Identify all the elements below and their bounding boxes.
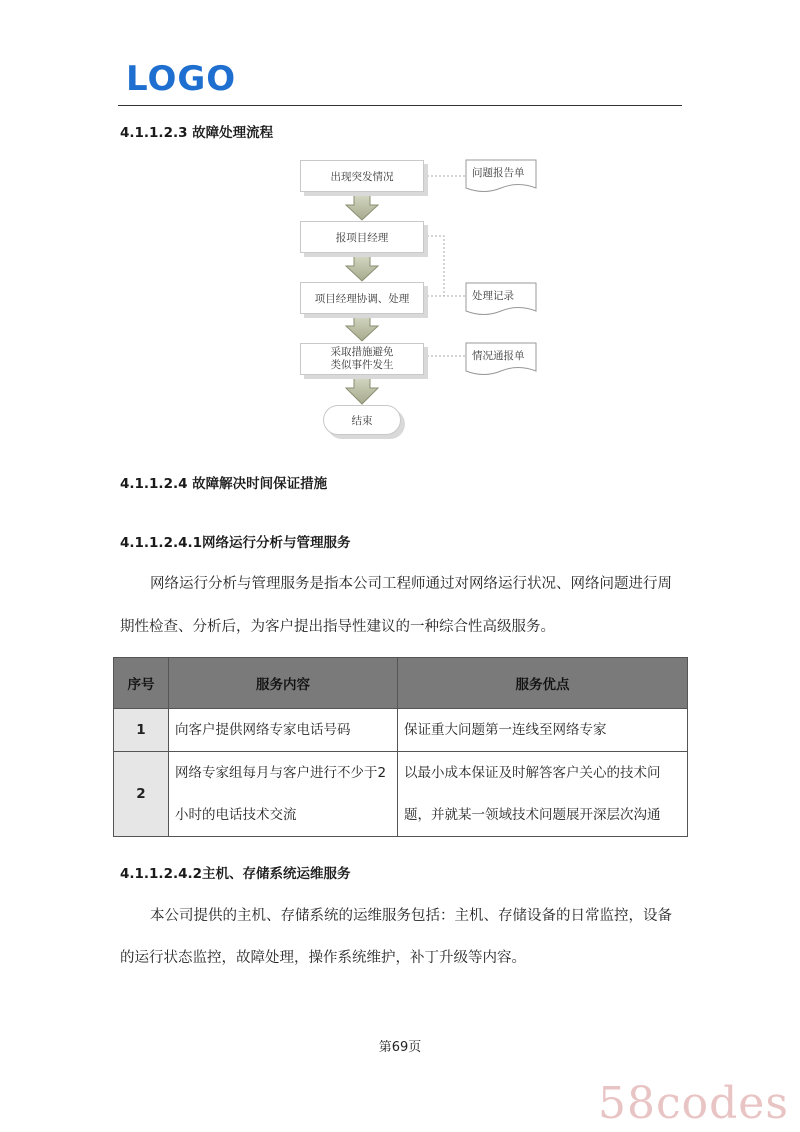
flow-step-label: 项目经理协调、处理	[314, 292, 410, 305]
flow-step-prevent	[300, 343, 424, 375]
flow-step-end	[323, 405, 401, 435]
paragraph-network-line-2: 期性检查、分析后，为客户提出指导性建议的一种综合性高级服务。	[120, 619, 555, 635]
watermark: 58codes	[598, 1078, 789, 1129]
paragraph-host-line-2: 的运行状态监控，故障处理，操作系统维护，补丁升级等内容。	[120, 950, 526, 966]
paragraph-network-line-1: 网络运行分析与管理服务是指本公司工程师通过对网络运行状况、网络问题进行周	[150, 576, 672, 592]
table-row	[114, 709, 688, 752]
arrow-1	[346, 192, 378, 220]
flow-step-label: 出现突发情况	[330, 170, 394, 183]
row-index: 2	[114, 752, 169, 837]
row-index: 1	[114, 709, 169, 752]
row-content	[169, 709, 398, 752]
arrow-4	[346, 374, 378, 404]
cell-text: 题，并就某一领域技术问题展开深层次沟通	[404, 807, 661, 823]
section-heading-resolution-time: 4.1.1.2.4 故障解决时间保证措施	[120, 476, 328, 492]
cell-text: 小时的电话技术交流	[175, 807, 297, 823]
section-heading-fault-process: 4.1.1.2.3 故障处理流程	[120, 125, 274, 141]
arrow-2	[346, 253, 378, 281]
document-label-notice: 情况通报单	[472, 350, 525, 362]
flow-step-coordinate	[300, 282, 424, 314]
row-content	[169, 752, 398, 837]
section-heading-host-storage: 4.1.1.2.4.2主机、存储系统运维服务	[120, 866, 351, 882]
logo: LOGO	[126, 59, 237, 99]
flow-step-label: 结束	[351, 414, 373, 427]
document-label-record: 处理记录	[472, 290, 514, 302]
table-row	[114, 752, 688, 837]
header-index: 序号	[114, 658, 169, 709]
row-benefit	[398, 752, 688, 837]
table-header-row	[114, 658, 688, 709]
service-table	[113, 657, 688, 837]
section-heading-network-analysis: 4.1.1.2.4.1网络运行分析与管理服务	[120, 535, 351, 551]
cell-text: 向客户提供网络专家电话号码	[175, 722, 351, 738]
connector-record-1	[423, 236, 466, 296]
header-content: 服务内容	[169, 658, 398, 709]
row-benefit	[398, 709, 688, 752]
flow-step-label: 报项目经理	[335, 231, 389, 244]
flow-step-incident	[300, 160, 424, 192]
page-number: 第69页	[378, 1040, 422, 1055]
header-benefit: 服务优点	[398, 658, 688, 709]
flow-step-report-manager	[300, 221, 424, 253]
cell-text: 保证重大问题第一连线至网络专家	[404, 722, 607, 738]
document-label-report: 问题报告单	[472, 167, 525, 179]
flow-step-label: 采取措施避免	[330, 346, 394, 358]
paragraph-host-line-1: 本公司提供的主机、存储系统的运维服务包括：主机、存储设备的日常监控，设备	[150, 908, 672, 924]
arrow-3	[346, 313, 378, 341]
flow-step-label: 类似事件发生	[330, 359, 394, 371]
cell-text: 网络专家组每月与客户进行不少于2	[175, 765, 387, 781]
cell-text: 以最小成本保证及时解答客户关心的技术问	[404, 765, 661, 781]
